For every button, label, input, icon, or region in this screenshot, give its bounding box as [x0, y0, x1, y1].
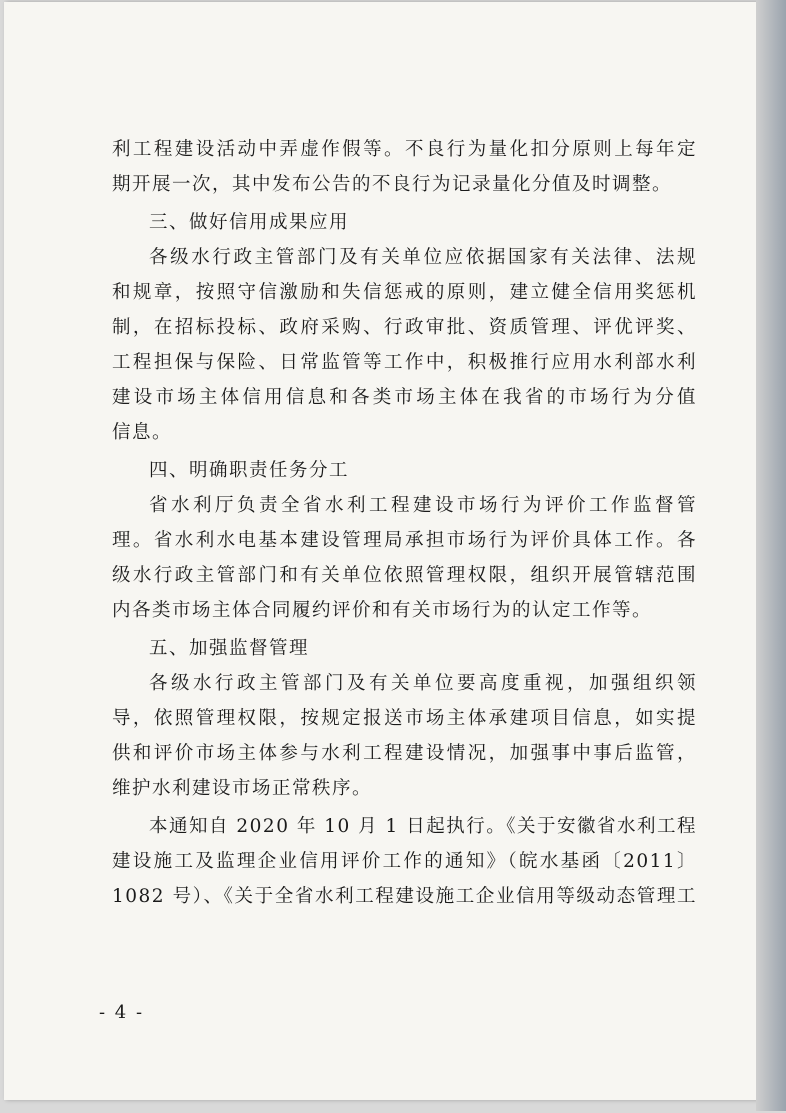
paragraph-line: 和规章，按照守信激励和失信惩戒的原则，建立健全信用奖惩机 [112, 282, 697, 303]
paragraph-line: 利工程建设活动中弄虚作假等。不良行为量化扣分原则上每年定 [112, 139, 697, 160]
paragraph-line: 级水行政主管部门和有关单位依照管理权限，组织开展管辖范围 [112, 565, 697, 586]
paragraph-line: 1082 号）、《关于全省水利工程建设施工企业信用等级动态管理工 [112, 886, 697, 907]
paragraph-line: 建设市场主体信用信息和各类市场主体在我省的市场行为分值 [112, 387, 697, 408]
scan-edge-shadow [756, 0, 786, 1111]
section-heading-4: 四、明确职责任务分工 [149, 460, 350, 481]
paragraph-line: 本通知自 2020 年 10 月 1 日起执行。《关于安徽省水利工程 [149, 816, 697, 837]
page-number: - 4 - [99, 1002, 145, 1023]
paragraph-line: 建设施工及监理企业信用评价工作的通知》（皖水基函〔2011〕 [112, 851, 697, 872]
paragraph-line: 内各类市场主体合同履约评价和有关市场行为的认定工作等。 [112, 600, 653, 621]
paragraph-line: 理。省水利水电基本建设管理局承担市场行为评价具体工作。各 [112, 530, 697, 551]
paragraph-line: 信息。 [112, 422, 173, 443]
section-heading-3: 三、做好信用成果应用 [149, 212, 350, 233]
document-body [112, 132, 697, 914]
paragraph-line: 供和评价市场主体参与水利工程建设情况，加强事中事后监管， [112, 743, 697, 764]
paragraph-line: 制，在招标投标、政府采购、行政审批、资质管理、评优评奖、 [112, 317, 697, 338]
section-heading-5: 五、加强监督管理 [149, 638, 310, 659]
paragraph-line: 维护水利建设市场正常秩序。 [112, 778, 373, 799]
paragraph-line: 省水利厅负责全省水利工程建设市场行为评价工作监督管 [149, 495, 697, 516]
paragraph-line: 导，依照管理权限，按规定报送市场主体承建项目信息，如实提 [112, 708, 697, 729]
paragraph-line: 各级水行政主管部门及有关单位要高度重视，加强组织领 [149, 673, 697, 694]
paragraph-line: 各级水行政主管部门及有关单位应依据国家有关法律、法规 [149, 247, 697, 268]
paragraph-line: 工程担保与保险、日常监管等工作中，积极推行应用水利部水利 [112, 352, 697, 373]
document-page [4, 2, 760, 1100]
paragraph-line: 期开展一次，其中发布公告的不良行为记录量化分值及时调整。 [112, 174, 673, 195]
